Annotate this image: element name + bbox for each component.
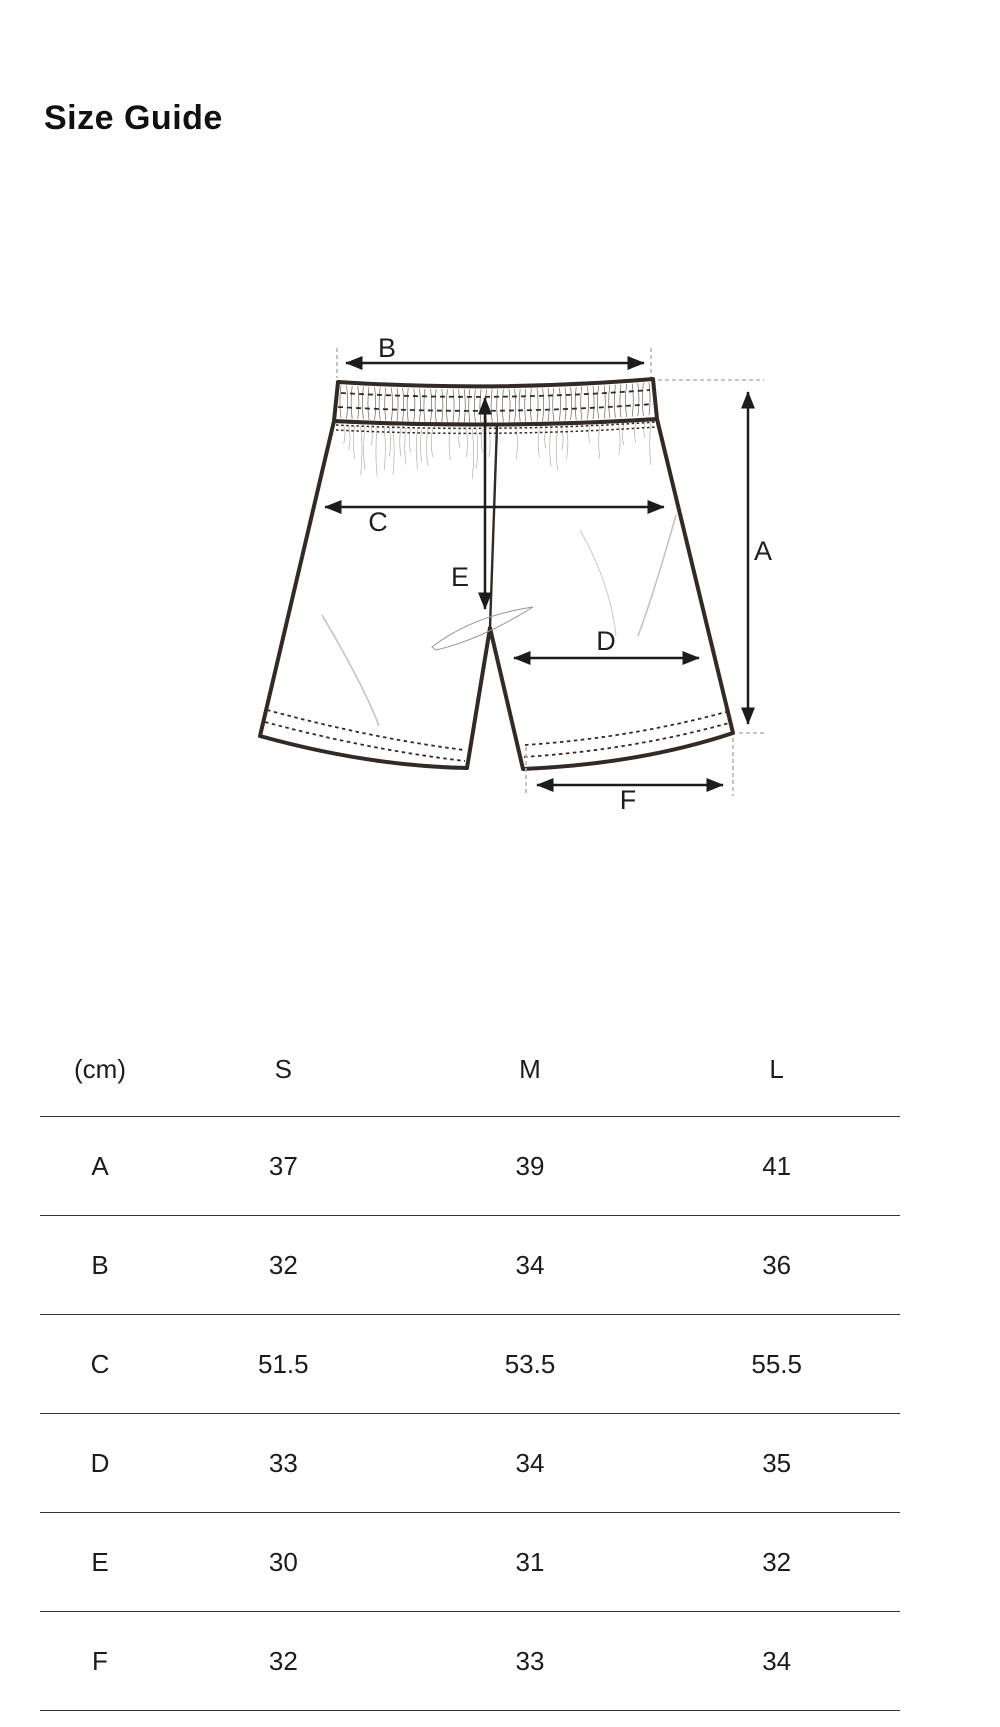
- table-row: [40, 1314, 900, 1413]
- size-table-header-row: [40, 1023, 900, 1116]
- row-label: D: [90, 1447, 110, 1478]
- unit-header: (cm): [74, 1054, 126, 1084]
- column-header-l: L: [769, 1054, 784, 1084]
- table-row: [40, 1413, 900, 1512]
- dim-label-e: E: [450, 562, 470, 592]
- cell-value: 55.5: [751, 1348, 802, 1379]
- shorts-technical-drawing: [0, 300, 1000, 860]
- cell-value: 35: [762, 1447, 792, 1478]
- cell-value: 51.5: [258, 1348, 309, 1379]
- row-label: A: [91, 1150, 109, 1181]
- table-row: [40, 1512, 900, 1611]
- column-header-m: M: [519, 1054, 541, 1084]
- size-table: [40, 1023, 900, 1711]
- cell-value: 53.5: [504, 1348, 556, 1379]
- cell-value: 34: [762, 1645, 792, 1676]
- cell-value: 36: [762, 1249, 792, 1280]
- page-title: Size Guide: [44, 98, 223, 137]
- row-label: F: [92, 1645, 108, 1676]
- cell-value: 34: [515, 1249, 545, 1280]
- dim-label-d: D: [596, 626, 616, 656]
- dim-label-a: A: [753, 536, 773, 566]
- table-row: [40, 1215, 900, 1314]
- table-row: [40, 1116, 900, 1215]
- cell-value: 32: [762, 1546, 792, 1577]
- cell-value: 39: [515, 1150, 545, 1181]
- cell-value: 31: [515, 1546, 545, 1577]
- cell-value: 32: [268, 1645, 298, 1676]
- cell-value: 33: [268, 1447, 298, 1478]
- cell-value: 37: [268, 1150, 298, 1181]
- cell-value: 32: [268, 1249, 298, 1280]
- column-header-s: S: [274, 1054, 292, 1084]
- cell-value: 33: [515, 1645, 545, 1676]
- cell-value: 34: [515, 1447, 545, 1478]
- row-label: C: [90, 1348, 110, 1379]
- table-row: [40, 1611, 900, 1711]
- cell-value: 30: [268, 1546, 298, 1577]
- dim-label-c: C: [368, 507, 388, 537]
- row-label: B: [91, 1249, 109, 1280]
- dim-label-b: B: [377, 333, 397, 363]
- row-label: E: [91, 1546, 109, 1577]
- cell-value: 41: [762, 1150, 792, 1181]
- shorts-measurement-diagram: [0, 300, 1000, 860]
- dim-label-f: F: [619, 785, 637, 815]
